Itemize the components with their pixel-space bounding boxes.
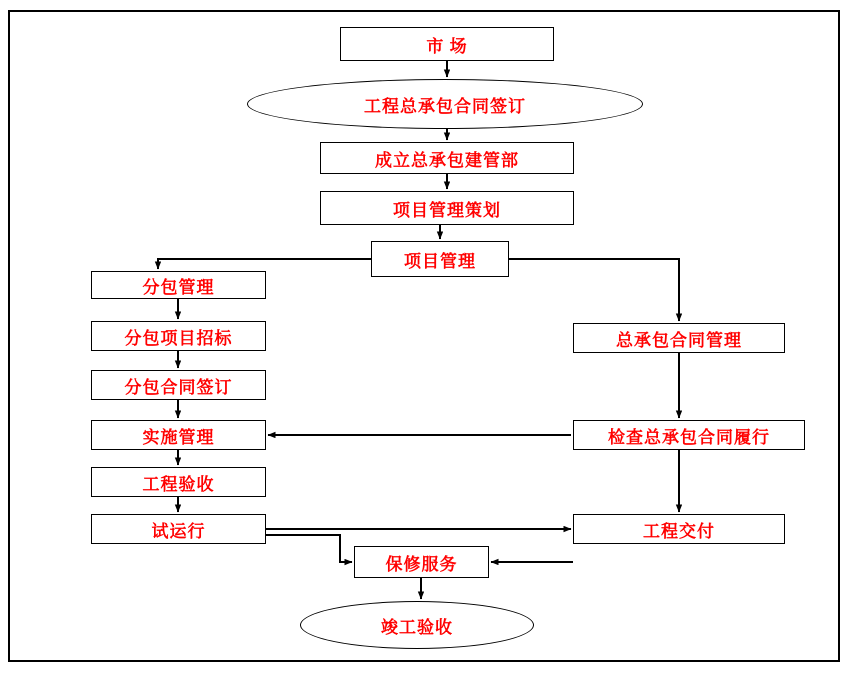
node-warranty-service[interactable] [354, 546, 489, 578]
node-final-acceptance[interactable] [300, 601, 534, 649]
node-sub-contract-sign[interactable] [91, 370, 266, 400]
node-label: 市 场 [426, 36, 468, 56]
node-label: 试运行 [151, 521, 206, 541]
node-label: 工程总承包合同签订 [364, 96, 526, 116]
node-label: 项目管理策划 [393, 200, 501, 220]
node-label: 竣工验收 [381, 617, 453, 637]
node-label: 实施管理 [142, 427, 215, 447]
node-market[interactable] [340, 27, 554, 61]
node-label: 工程交付 [643, 521, 715, 541]
node-gc-contract-sign[interactable] [247, 79, 643, 129]
node-sub-management[interactable] [91, 271, 266, 299]
node-label: 分包项目招标 [124, 328, 233, 348]
node-trial-run[interactable] [91, 514, 266, 544]
node-label: 工程验收 [142, 474, 215, 494]
node-label: 总承包合同管理 [616, 330, 742, 350]
node-implementation[interactable] [91, 420, 266, 450]
node-label: 检查总承包合同履行 [608, 427, 770, 447]
node-label: 成立总承包建管部 [375, 150, 519, 170]
node-acceptance[interactable] [91, 467, 266, 497]
node-project-delivery[interactable] [573, 514, 785, 544]
node-label: 分包管理 [142, 277, 215, 297]
node-check-performance[interactable] [573, 420, 805, 450]
node-sub-bidding[interactable] [91, 321, 266, 351]
node-project-management[interactable] [371, 241, 509, 277]
node-project-planning[interactable] [320, 191, 574, 225]
node-gc-contract-mgmt[interactable] [573, 323, 785, 353]
node-label: 项目管理 [404, 251, 476, 271]
node-label: 保修服务 [385, 554, 458, 574]
node-label: 分包合同签订 [124, 377, 233, 397]
node-establish-dept[interactable] [320, 142, 574, 174]
